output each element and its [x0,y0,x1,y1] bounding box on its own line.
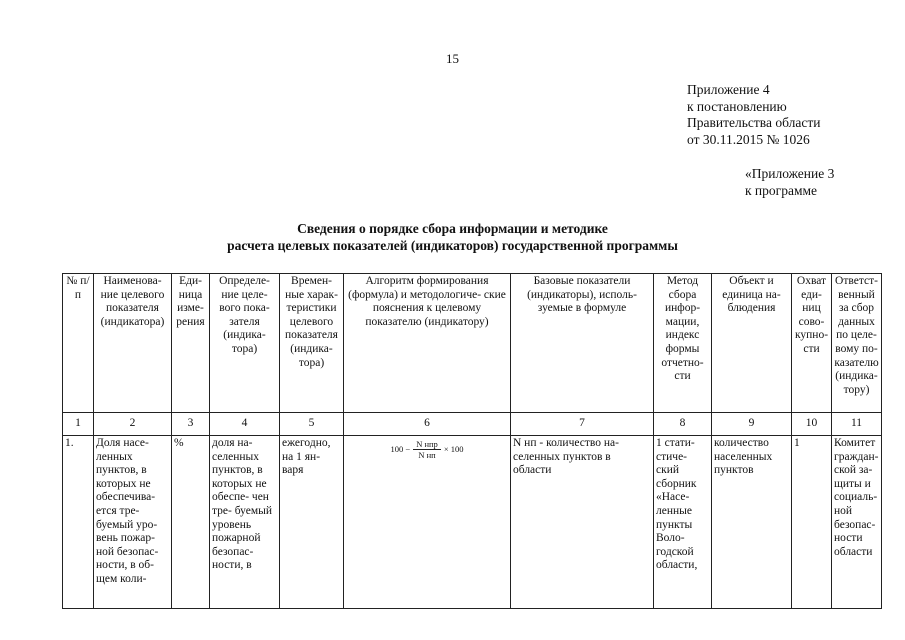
column-number: 4 [210,413,280,436]
header-cell: Алгоритм формирования (формула) и методологиче- ские пояснения к целевому показателю (индикатору) [344,274,511,413]
appendix-line: от 30.11.2015 № 1026 [687,131,810,147]
column-number: 7 [511,413,654,436]
column-number: 8 [654,413,712,436]
column-number: 3 [172,413,210,436]
appendix-line: Приложение 4 [687,82,770,97]
method-cell: 1 стати- стиче- ский сборник «Насе- ленные пункты Воло- годской области, [654,436,712,609]
responsible-cell: Комитет граждан- ской за- щиты и социаль- ной безопас- ности области [832,436,882,609]
column-number: 10 [792,413,832,436]
formula-left: 100 − [390,443,411,454]
formula [346,437,508,460]
coverage-cell: 1 [792,436,832,609]
header-cell: Базовые показатели (индикаторы), исполь- зуемые в формуле [511,274,654,413]
appendix-block [687,82,820,148]
header-cell: Метод сбора инфор- мации, индекс формы отчетно- сти [654,274,712,413]
column-number: 2 [94,413,172,436]
title-line: расчета целевых показателей (индикаторов) государственной программы [227,238,678,253]
column-number: 1 [63,413,94,436]
header-cell: Охват еди- ниц сово- купно- сти [792,274,832,413]
formula-numerator: N нпр [413,439,441,450]
header-cell: № п/п [63,274,94,413]
header-row [63,274,882,413]
column-number: 5 [280,413,344,436]
appendix-line: к программе [745,182,818,198]
header-cell: Еди- ница изме- рения [172,274,210,413]
header-cell: Определе- ние целе- вого пока- зателя (индика- тора) [210,274,280,413]
document-title [0,220,905,254]
time-characteristics-cell: ежегодно, на 1 ян- варя [280,436,344,609]
indicators-table [62,273,882,609]
column-number: 6 [344,413,511,436]
appendix-line: Правительства области [687,115,821,130]
indicator-name: Доля насе- ленных пунктов, в которых не обеспечива- ется тре- буемый уро- вень пожар- ной безопас- ности, в об- щем коли- [94,436,172,609]
formula-right: × 100 [443,443,464,454]
row-number: 1. [63,436,94,609]
formula-denominator: N нп [418,450,436,460]
page-number: 15 [446,51,459,66]
column-number-row [63,413,882,436]
appendix-line: к постановлению [687,98,787,114]
header-cell: Ответст- венный за сбор данных по целе- вому по- казателю (индика- тору) [832,274,882,413]
table-row [63,436,882,609]
title-line: Сведения о порядке сбора информации и методике [297,221,608,236]
program-appendix-block [745,166,834,199]
column-number: 11 [832,413,882,436]
header-cell: Наименова- ние целевого показателя (индикатора) [94,274,172,413]
base-indicators-cell: N нп - количество на- селенных пунктов в области [511,436,654,609]
object-cell: количество населенных пунктов [712,436,792,609]
appendix-line: «Приложение 3 [745,166,835,181]
column-number: 9 [712,413,792,436]
unit-cell: % [172,436,210,609]
formula-fraction [413,439,441,460]
header-cell: Объект и единица на- блюдения [712,274,792,413]
definition-cell: доля на- селенных пунктов, в которых не обеспе- чен тре- буемый уровень пожарной безопас- ности, в [210,436,280,609]
formula-cell [344,436,511,609]
header-cell: Времен- ные харак- теристики целевого показателя (индика- тора) [280,274,344,413]
